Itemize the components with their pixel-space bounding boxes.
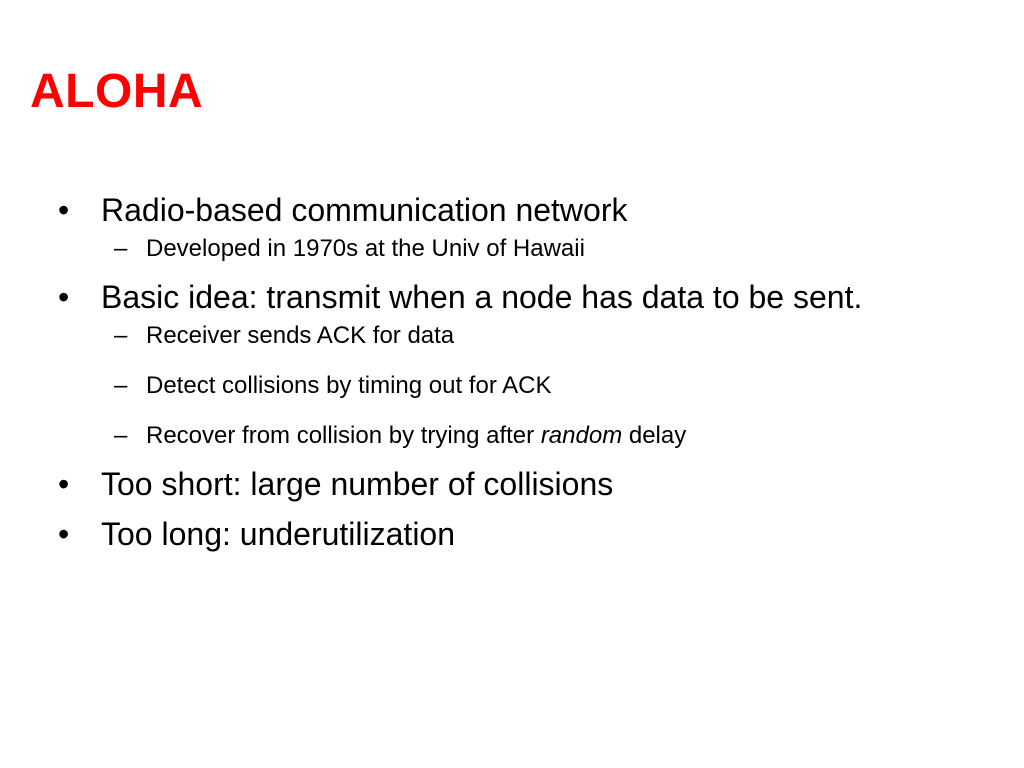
sub-bullet-list bbox=[101, 233, 978, 265]
sub-bullet-text: Receiver sends ACK for data bbox=[146, 322, 455, 349]
sub-bullet-text-end: delay bbox=[622, 422, 687, 449]
sub-bullet-marker: – bbox=[114, 422, 128, 449]
bullet-marker: • bbox=[58, 516, 70, 552]
bullet-marker: • bbox=[58, 279, 70, 315]
bullet-marker: • bbox=[58, 466, 70, 502]
bullet-marker: • bbox=[58, 192, 70, 228]
sub-bullet-item bbox=[101, 320, 978, 352]
slide-title: ALOHA bbox=[30, 65, 204, 118]
bullet-text: Radio-based communication network bbox=[101, 192, 628, 228]
sub-bullet-text: Developed in 1970s at the Univ of Hawaii bbox=[146, 235, 585, 262]
sub-bullet-list bbox=[101, 320, 978, 452]
bullet-text: Too long: underutilization bbox=[101, 516, 456, 552]
bullet-item bbox=[58, 190, 978, 265]
sub-bullet-text: Detect collisions by timing out for ACK bbox=[146, 372, 552, 399]
sub-bullet-marker: – bbox=[114, 372, 128, 399]
bullet-text: Basic idea: transmit when a node has data to be sent. bbox=[101, 279, 863, 315]
bullet-item bbox=[58, 277, 978, 452]
sub-bullet-item bbox=[101, 233, 978, 265]
emphasized-word: random bbox=[540, 422, 623, 449]
bullet-item bbox=[58, 464, 978, 504]
bullet-list bbox=[58, 190, 978, 564]
sub-bullet-marker: – bbox=[114, 322, 128, 349]
sub-bullet-item bbox=[101, 370, 978, 402]
sub-bullet-text-start: Recover from collision by trying after bbox=[146, 422, 541, 449]
bullet-text: Too short: large number of collisions bbox=[101, 466, 614, 502]
sub-bullet-item bbox=[101, 420, 978, 452]
sub-bullet-marker: – bbox=[114, 235, 128, 262]
bullet-item bbox=[58, 514, 978, 554]
